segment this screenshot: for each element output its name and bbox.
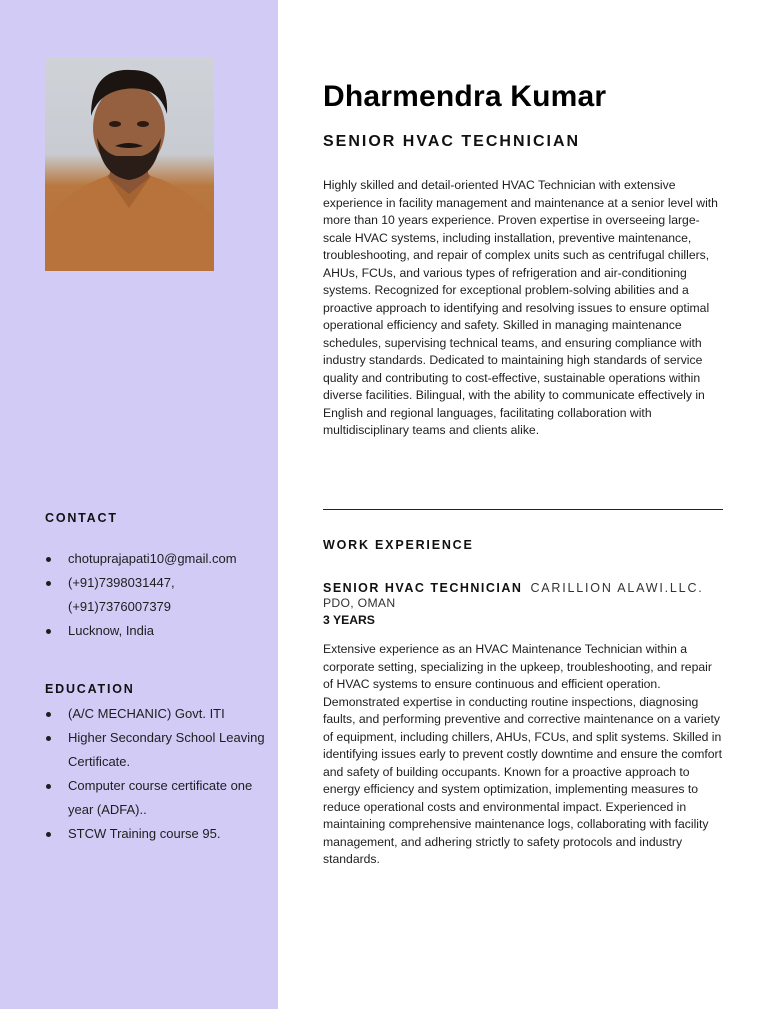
candidate-name: Dharmendra Kumar [323, 80, 607, 113]
section-divider [323, 509, 723, 510]
contact-list [45, 547, 277, 643]
profile-photo [45, 58, 214, 271]
contact-phone: (+91)7398031447,(+91)7376007379 [45, 571, 277, 619]
work-experience-heading: WORK EXPERIENCE [323, 538, 474, 552]
education-heading: EDUCATION [45, 682, 135, 696]
candidate-title: SENIOR HVAC TECHNICIAN [323, 133, 581, 150]
job-location: PDO, OMAN [323, 596, 396, 610]
job-description: Extensive experience as an HVAC Maintenance Technician within a corporate setting, specializing in the upkeep, troubleshooting, and repair of HVAC systems to ensure continuous and efficient operation. Demonstrated expertise in conducting routine inspections, diagnosing faults, and performing preventive and corrective maintenance on a variety of equipment, including chillers, AHUs, FCUs, and split systems. Skilled in identifying issues early to prevent costly downtime and ensure the comfort and safety of building occupants. Known for a proactive approach to energy efficiency and system optimization, implementing measures to reduce operational costs and environmental impact. Experienced in maintaining comprehensive maintenance logs, collaborating with facility management, and adhering strictly to safety protocols and industry standards. [323, 642, 723, 866]
job-duration: 3 YEARS [323, 613, 375, 627]
job-title: SENIOR HVAC TECHNICIAN [323, 581, 523, 595]
contact-email: chotuprajapati10@gmail.com [45, 547, 277, 571]
education-list [45, 702, 277, 846]
profile-summary: Highly skilled and detail-oriented HVAC Technician with extensive experience in facility management and maintenance at a senior level with more than 10 years experience. Proven expertise in overseeing large-scale HVAC systems, including installation, preventive maintenance, troubleshooting, and repair of complex units such as centrifugal chillers, AHUs, FCUs, and various types of refrigeration and air-conditioning systems. Recognized for exceptional problem-solving abilities and a proactive approach to identifying and resolving issues to ensure optimal operational efficiency and safety. Skilled in managing maintenance schedules, supervising technical teams, and ensuring compliance with industry standards. Dedicated to maintaining high standards of service quality and contributing to cost-effective, sustainable operations within diverse facilities. Bilingual, with the ability to communicate effectively in English and regional languages, facilitating collaboration with multidisciplinary teams and clients alike. [323, 178, 718, 437]
education-item: Higher Secondary School Leaving Certificate. [45, 726, 277, 774]
job-company: CARILLION ALAWI.LLC. [530, 581, 704, 595]
education-item: STCW Training course 95. [45, 822, 277, 846]
job-header [323, 579, 723, 597]
contact-heading: CONTACT [45, 511, 118, 525]
education-item: (A/C MECHANIC) Govt. ITI [45, 702, 277, 726]
education-item: Computer course certificate one year (ADFA).. [45, 774, 277, 822]
contact-location: Lucknow, India [45, 619, 277, 643]
